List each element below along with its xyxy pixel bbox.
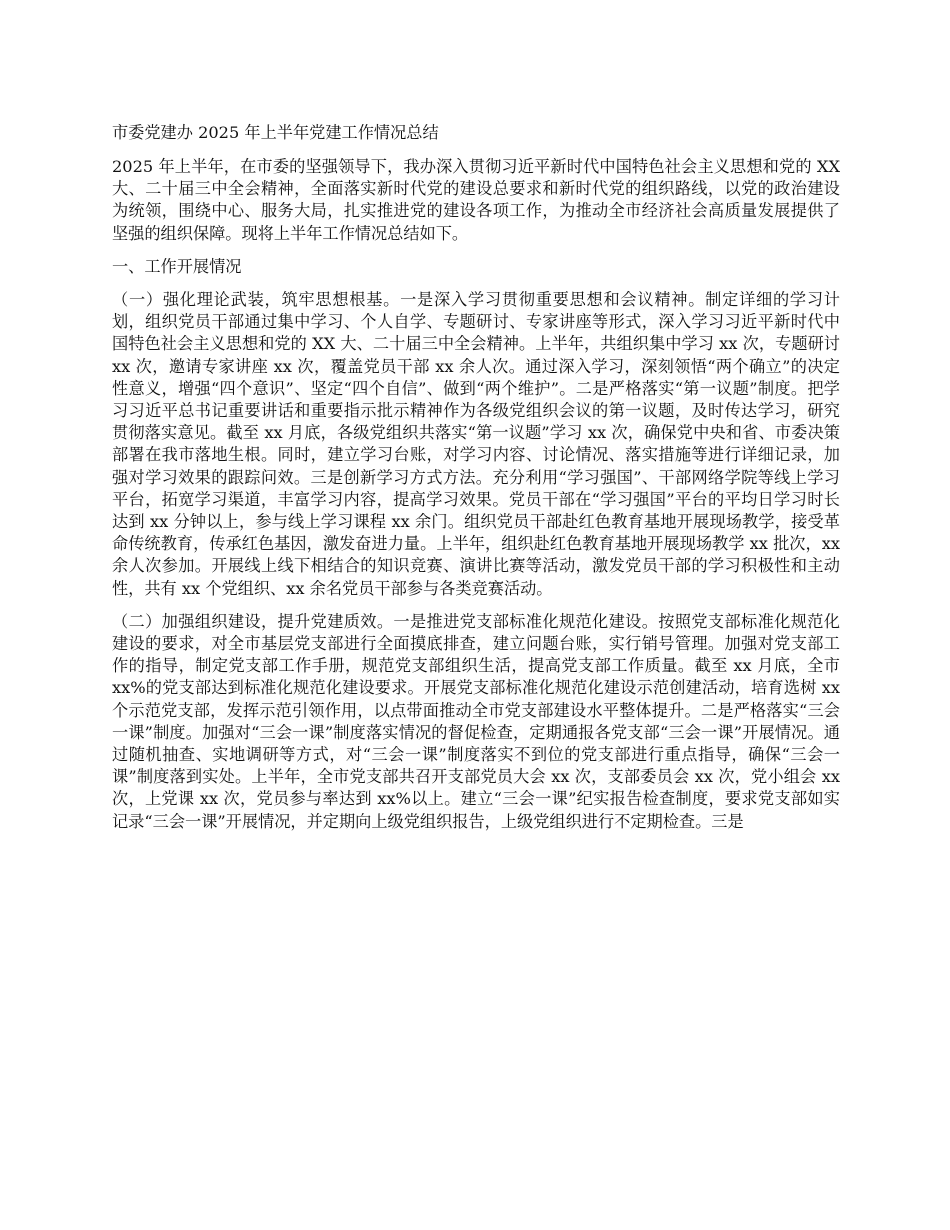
document-title: 市委党建办 2025 年上半年党建工作情况总结 <box>112 123 439 142</box>
body-paragraph-2: （二）加强组织建设，提升党建质效。一是推进党支部标准化规范化建设。按照党支部标准化规范化建设的要求，对全市基层党支部进行全面摸底排查，建立问题台账，实行销号管理。加强对党支部工作的指导，制定党支部工作手册，规范党支部组织生活，提高党支部工作质量。截至 xx 月底，全市 xx%的党支部达到标准化规范化建设要求。开展党支部标准化规范化建设示范创建活动，培育选树 xx 个示范党支部，发挥示范引领作用，以点带面推动全市党支部建设水平整体提升。二是严格落实“三会一课”制度。加强对“三会一课”制度落实情况的督促检查，定期通报各党支部“三会一课”开展情况。通过随机抽查、实地调研等方式，对“三会一课”制度落实不到位的党支部进行重点指导，确保“三会一课”制度落到实处。上半年，全市党支部共召开支部党员大会 xx 次，支部委员会 xx 次，党小组会 xx 次，上党课 xx 次，党员参与率达到 xx%以上。建立“三会一课”纪实报告检查制度，要求党支部如实记录“三会一课”开展情况，并定期向上级党组织报告，上级党组织进行不定期检查。三是 <box>112 611 840 831</box>
document-page <box>112 122 840 844</box>
section-heading: 一、工作开展情况 <box>112 256 242 276</box>
intro-paragraph: 2025 年上半年，在市委的坚强领导下，我办深入贯彻习近平新时代中国特色社会主义思想和党的 XX 大、二十届三中全会精神，全面落实新时代党的建设总要求和新时代党的组织路线，以党的政治建设为统领，围绕中心、服务大局，扎实推进党的建设各项工作，为推动全市经济社会高质量发展提供了坚强的组织保障。现将上半年工作情况总结如下。 <box>112 157 840 243</box>
body-paragraph-1: （一）强化理论武装，筑牢思想根基。一是深入学习贯彻重要思想和会议精神。制定详细的学习计划，组织党员干部通过集中学习、个人自学、专题研讨、专家讲座等形式，深入学习习近平新时代中国特色社会主义思想和党的 XX 大、二十届三中全会精神。上半年，共组织集中学习 xx 次，专题研讨 xx 次，邀请专家讲座 xx 次，覆盖党员干部 xx 余人次。通过深入学习，深刻领悟“两个确立”的决定性意义，增强“四个意识”、坚定“四个自信”、做到“两个维护”。二是严格落实“第一议题”制度。把学习习近平总书记重要讲话和重要指示批示精神作为各级党组织会议的第一议题，及时传达学习，研究贯彻落实意见。截至 xx 月底，各级党组织共落实“第一议题”学习 xx 次，确保党中央和省、市委决策部署在我市落地生根。同时，建立学习台账，对学习内容、讨论情况、落实措施等进行详细记录，加强对学习效果的跟踪问效。三是创新学习方式方法。充分利用“学习强国”、干部网络学院等线上学习平台，拓宽学习渠道，丰富学习内容，提高学习效果。党员干部在“学习强国”平台的平均日学习时长达到 xx 分钟以上，参与线上学习课程 xx 余门。组织党员干部赴红色教育基地开展现场教学，接受革命传统教育，传承红色基因，激发奋进力量。上半年，组织赴红色教育基地开展现场教学 xx 批次，xx 余人次参加。开展线上线下相结合的知识竞赛、演讲比赛等活动，激发党员干部的学习积极性和主动性，共有 xx 个党组织、xx 余名党员干部参与各类竞赛活动。 <box>112 290 840 598</box>
